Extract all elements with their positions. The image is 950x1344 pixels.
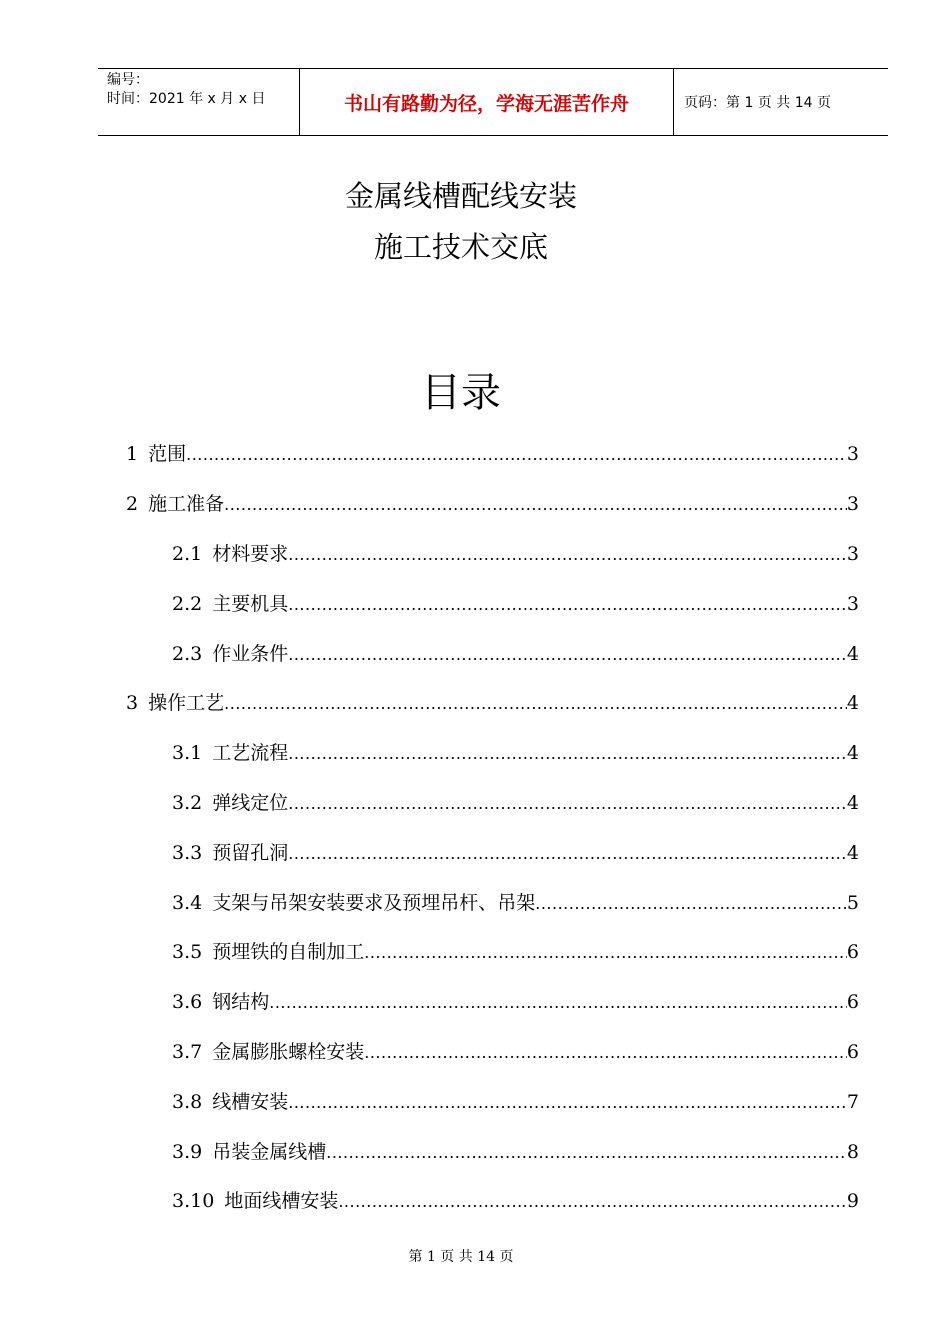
toc-entry-label: 范围 xyxy=(148,443,187,466)
toc-entry-label: 预留孔洞 xyxy=(212,841,289,864)
toc-entry-label: 操作工艺 xyxy=(148,692,225,715)
toc-entry-page: 6 xyxy=(846,991,859,1014)
toc-dot-leader xyxy=(364,1043,847,1062)
toc-heading: 目录 xyxy=(421,370,501,416)
toc-dot-leader xyxy=(288,1093,847,1112)
toc-entry-page: 3 xyxy=(846,592,859,615)
toc-dot-leader xyxy=(288,794,847,813)
toc-entry[interactable] xyxy=(0,1175,950,1225)
page-header xyxy=(98,68,888,136)
toc-entry-page: 4 xyxy=(846,841,859,864)
toc-entry-number: 3.7 xyxy=(172,1040,203,1063)
toc-dot-leader xyxy=(269,993,847,1012)
toc-entry[interactable] xyxy=(0,876,950,926)
toc-dot-leader xyxy=(288,595,847,614)
toc-entry[interactable] xyxy=(0,777,950,827)
toc-entry[interactable] xyxy=(0,528,950,578)
number-label: 编号： xyxy=(107,72,149,88)
toc-entry-page: 7 xyxy=(846,1090,859,1113)
page-footer: 第 1 页 共 14 页 xyxy=(408,1249,514,1265)
toc-entry[interactable] xyxy=(0,826,950,876)
toc-entry-label: 施工准备 xyxy=(148,493,225,516)
toc-entry-page: 3 xyxy=(846,493,859,516)
toc-dot-leader xyxy=(326,1143,847,1162)
toc-entry-number: 3.4 xyxy=(172,891,203,914)
header-meta xyxy=(98,69,300,135)
toc-entry-page: 6 xyxy=(846,941,859,964)
toc-dot-leader xyxy=(186,445,847,464)
toc-entry-number: 2.3 xyxy=(172,642,203,665)
toc-entry-page: 5 xyxy=(846,891,859,914)
toc-entry-page: 4 xyxy=(846,742,859,765)
toc-entry[interactable] xyxy=(0,428,950,478)
toc-entry-page: 6 xyxy=(846,1040,859,1063)
toc-entry[interactable] xyxy=(0,976,950,1026)
toc-entry-label: 材料要求 xyxy=(212,542,289,565)
toc-dot-leader xyxy=(224,495,847,514)
toc-entry-number: 3.10 xyxy=(172,1190,215,1213)
toc-dot-leader xyxy=(535,894,847,913)
toc-entry-number: 2.1 xyxy=(172,542,203,565)
toc-entry-label: 地面线槽安装 xyxy=(224,1190,339,1213)
time-label: 时间：2021 年 x 月 x 日 xyxy=(107,91,266,107)
toc-entry-label: 工艺流程 xyxy=(212,742,289,765)
toc-entry-label: 支架与吊架安装要求及预埋吊杆、吊架 xyxy=(212,891,536,914)
toc-entry-number: 1 xyxy=(126,443,139,466)
toc-entry[interactable] xyxy=(0,926,950,976)
toc-entry[interactable] xyxy=(0,677,950,727)
toc-entry-number: 3.5 xyxy=(172,941,203,964)
toc-entry[interactable] xyxy=(0,627,950,677)
toc-entry[interactable] xyxy=(0,577,950,627)
toc-entry-label: 钢结构 xyxy=(212,991,270,1014)
toc-entry-page: 8 xyxy=(846,1140,859,1163)
toc-entry-label: 预埋铁的自制加工 xyxy=(212,941,365,964)
toc-entry-page: 4 xyxy=(846,692,859,715)
header-motto: 书山有路勤为径，学海无涯苦作舟 xyxy=(300,69,674,135)
toc-entry-number: 3.8 xyxy=(172,1090,203,1113)
toc-dot-leader xyxy=(288,744,847,763)
toc-entry-number: 2.2 xyxy=(172,592,203,615)
toc-entry-label: 线槽安装 xyxy=(212,1090,289,1113)
toc-entry[interactable] xyxy=(0,1075,950,1125)
toc-entry-number: 2 xyxy=(126,493,139,516)
toc-dot-leader xyxy=(288,545,847,564)
toc-entry-page: 9 xyxy=(846,1190,859,1213)
toc-dot-leader xyxy=(364,943,847,962)
toc-entry-number: 3.9 xyxy=(172,1140,203,1163)
toc-entry-page: 3 xyxy=(846,542,859,565)
toc-entry-number: 3.6 xyxy=(172,991,203,1014)
toc-entry-label: 金属膨胀螺栓安装 xyxy=(212,1040,365,1063)
toc-dot-leader xyxy=(224,694,847,713)
toc-entry-label: 吊装金属线槽 xyxy=(212,1140,327,1163)
toc-entry-number: 3 xyxy=(126,692,139,715)
header-page-info: 页码：第 1 页 共 14 页 xyxy=(684,95,831,111)
toc-entry-page: 4 xyxy=(846,791,859,814)
toc-entry-label: 作业条件 xyxy=(212,642,289,665)
table-of-contents xyxy=(0,428,950,1225)
toc-entry-number: 3.2 xyxy=(172,791,203,814)
toc-dot-leader xyxy=(288,844,847,863)
document-title-line1: 金属线槽配线安装 xyxy=(344,179,577,213)
toc-dot-leader xyxy=(338,1192,847,1211)
toc-entry[interactable] xyxy=(0,1026,950,1076)
toc-entry[interactable] xyxy=(0,1125,950,1175)
toc-entry-label: 主要机具 xyxy=(212,592,289,615)
toc-entry[interactable] xyxy=(0,727,950,777)
toc-entry-number: 3.3 xyxy=(172,841,203,864)
toc-entry[interactable] xyxy=(0,478,950,528)
toc-dot-leader xyxy=(288,645,847,664)
toc-entry-number: 3.1 xyxy=(172,742,203,765)
document-title-line2: 施工技术交底 xyxy=(373,230,548,264)
toc-entry-label: 弹线定位 xyxy=(212,791,289,814)
toc-entry-page: 3 xyxy=(846,443,859,466)
toc-entry-page: 4 xyxy=(846,642,859,665)
